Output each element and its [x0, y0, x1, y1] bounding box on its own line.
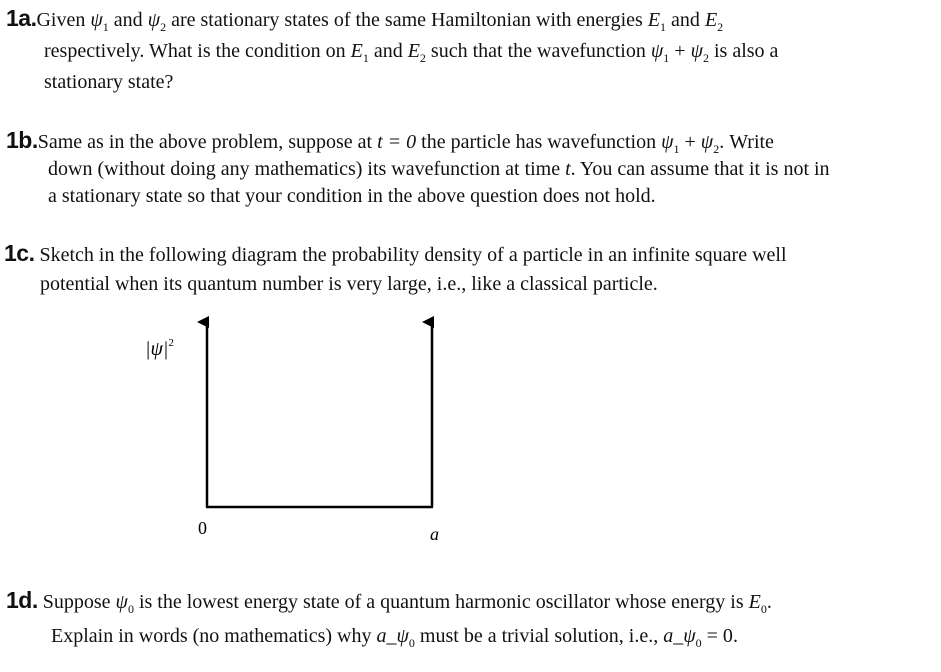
text: down (without doing any mathematics) its wavefunction at time — [48, 158, 566, 180]
psi-2: $\psi_2$ — [147, 9, 167, 34]
equation-t-zero: t = 0 — [377, 131, 417, 153]
text: and — [108, 9, 148, 31]
text: are stationary states of the same Hamiltonian with energies — [166, 9, 648, 31]
energy-e2: $E_2$ — [704, 9, 724, 34]
text: respectively. What is the condition on — [44, 40, 351, 62]
text: Given — [36, 9, 91, 31]
energy-e0: $E_0$ — [748, 591, 767, 616]
text: . You can assume that it is not in — [570, 158, 830, 180]
problem-1a-tag: 1a. — [6, 5, 37, 31]
x-label-zero: 0 — [198, 518, 207, 538]
psi-1: $\psi_1$ — [661, 131, 680, 156]
text: and — [368, 40, 408, 62]
text: the particle has wavefunction — [416, 131, 662, 153]
plus-sign: + — [679, 131, 701, 153]
text: Explain in words (no mathematics) why — [51, 625, 377, 647]
text: and — [666, 9, 705, 31]
problem-1a-line-1 — [6, 3, 778, 36]
x-label-a: a — [430, 524, 439, 544]
text: Same as in the above problem, suppose at — [37, 131, 378, 153]
text: is also a — [708, 40, 779, 62]
text: . — [766, 591, 772, 613]
text: must be a trivial solution, i.e., — [414, 625, 664, 647]
text: is the lowest energy state of a quantum harmonic oscillator whose energy is — [133, 591, 749, 613]
psi-1: $\psi_1$ — [90, 9, 109, 34]
problem-1d-line-1 — [6, 583, 772, 619]
problem-1b-tag: 1b. — [6, 127, 38, 153]
problem-1c — [4, 239, 787, 299]
problem-1c-line-1 — [4, 239, 787, 270]
text: such that the wavefunction — [425, 40, 651, 62]
problem-1b-line-1 — [6, 127, 830, 156]
problem-1c-tag: 1c. — [4, 240, 35, 266]
problem-1a-line-2 — [6, 36, 778, 67]
problem-1a-line-3: stationary state? — [44, 71, 174, 93]
problem-1d — [6, 583, 772, 653]
lowering-operator-psi0-eq: $a\_\psi_0$ — [663, 625, 702, 650]
psi-2: $\psi_2$ — [700, 131, 720, 156]
problem-1d-line-2 — [6, 619, 772, 653]
time-var: t — [565, 158, 571, 180]
text: . — [732, 625, 738, 647]
psi-1: $\psi_1$ — [650, 40, 670, 65]
energy-e1: $E_1$ — [647, 9, 667, 34]
psi-2: $\psi_2$ — [690, 40, 709, 65]
energy-e2: $E_2$ — [407, 40, 426, 65]
y-axis-label: $|\psi|^2$ — [145, 337, 174, 360]
problem-1b-line-3: a stationary state so that your condition in the above question does not hold. — [48, 185, 656, 207]
text: Suppose — [42, 591, 116, 613]
problem-1a — [6, 3, 778, 98]
problem-1d-tag: 1d. — [6, 587, 38, 613]
equals-zero: = 0 — [701, 625, 733, 647]
problem-1b — [6, 127, 830, 210]
lowering-operator-psi0: $a\_\psi_0$ — [376, 625, 415, 650]
problem-1b-line-2 — [6, 156, 830, 183]
problem-1c-line-2: potential when its quantum number is very large, i.e., like a classical particle. — [40, 273, 658, 295]
text: . Write — [719, 131, 774, 153]
plus-sign: + — [669, 40, 691, 62]
energy-e1: $E_1$ — [350, 40, 369, 65]
psi-0: $\psi_0$ — [115, 591, 134, 616]
text: Sketch in the following diagram the probability density of a particle in an infinite square well — [39, 244, 787, 266]
